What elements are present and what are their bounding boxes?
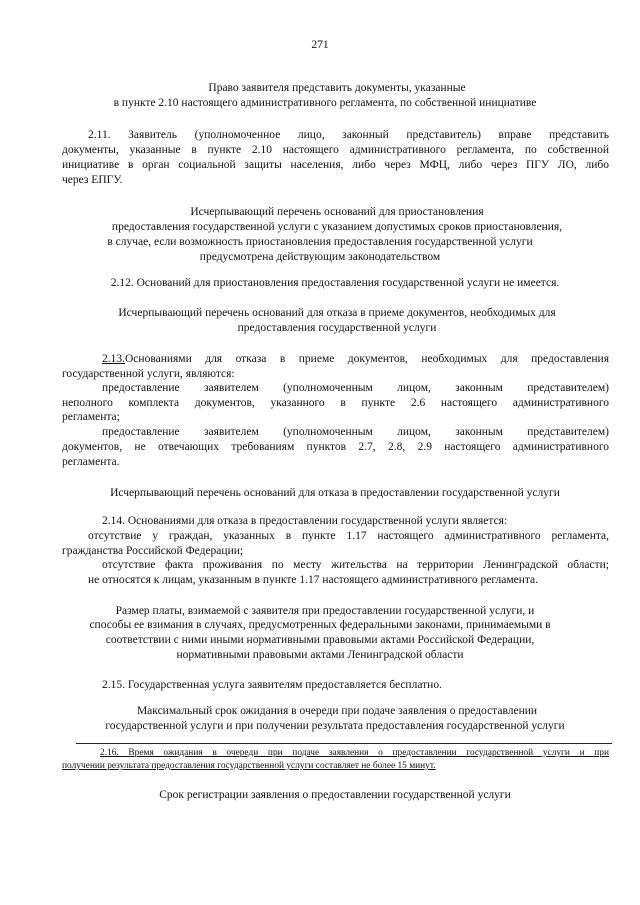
list-item-line: гражданства Российской Федерации;: [62, 545, 244, 557]
section-heading: Срок регистрации заявления о предоставлении государственной услуги: [159, 789, 511, 801]
list-item-line: отсутствие факта проживания по месту жительства на территории Ленинградской области;: [102, 559, 609, 571]
section-heading: в случае, если возможность приостановления предоставления государственной услуги: [107, 236, 533, 248]
clause-number: 2.13.: [102, 353, 125, 365]
paragraph-line: документы, указанные в пункте 2.10 настоящего административного регламента, по собственной: [62, 144, 609, 156]
paragraph-line: государственной услуги, являются:: [62, 368, 235, 380]
clause-text: Основаниями для отказа в приеме документов, необходимых для предоставления: [125, 353, 609, 365]
section-heading: нормативными правовыми актами Ленинградской области: [176, 649, 464, 661]
paragraph-line: [102, 352, 609, 367]
section-heading: государственной услуги и при получении результата предоставления государственной услуги: [105, 720, 565, 732]
paragraph-line: 2.15. Государственная услуга заявителям предоставляется бесплатно.: [102, 679, 442, 691]
section-heading: Исчерпывающий перечень оснований для отказа в предоставлении государственной услуги: [110, 487, 560, 499]
section-heading: Максимальный срок ожидания в очереди при подаче заявления о предоставлении: [136, 705, 538, 717]
separator-line: [76, 743, 612, 744]
paragraph-line: инициативе в орган социальной защиты населения, либо через МФЦ, либо через ПГУ ЛО, либо: [62, 159, 609, 171]
paragraph-line: через ЕПГУ.: [62, 174, 123, 186]
section-heading: Право заявителя представить документы, указанные: [208, 82, 466, 94]
section-heading: соответствии с ними иными нормативными правовыми актами Российской Федерации,: [105, 634, 535, 646]
section-heading: в пункте 2.10 настоящего административного регламента, по собственной инициативе: [113, 97, 537, 109]
list-item-line: отсутствие у граждан, указанных в пункте 1.17 настоящего административного регламента,: [88, 530, 609, 542]
section-heading: Размер платы, взимаемой с заявителя при предоставлении государственной услуги, и: [115, 605, 535, 617]
paragraph-line: 2.11. Заявитель (уполномоченное лицо, законный представитель) вправе представить: [88, 129, 609, 141]
page-number: 271: [311, 39, 329, 51]
paragraph-line: 2.12. Оснований для приостановления предоставления государственной услуги не имеется.: [110, 277, 560, 289]
section-heading: Исчерпывающий перечень оснований для отказа в приеме документов, необходимых для: [118, 307, 556, 319]
paragraph-line: получении результата предоставления государственной услуги составляет не более 15 минут.: [62, 761, 436, 771]
section-heading: способы ее взимания в случаях, предусмотренных федеральными законами, принимаемыми в: [89, 619, 551, 631]
list-item-line: регламента.: [62, 456, 120, 468]
paragraph-line: 2.14. Основаниями для отказа в предоставлении государственной услуги является:: [102, 515, 508, 527]
list-item-line: не относятся к лицам, указанным в пункте 1.17 настоящего административного регламента.: [88, 574, 538, 586]
section-heading: предоставления государственной услуги с указанием допустимых сроков приостановления,: [111, 221, 563, 233]
section-heading: Исчерпывающий перечень оснований для приостановления: [190, 206, 484, 218]
list-item-line: предоставление заявителем (уполномоченным лицом, законным представителем): [102, 382, 609, 394]
list-item-line: предоставление заявителем (уполномоченным лицом, законным представителем): [102, 426, 609, 438]
paragraph-line: 2.16. Время ожидания в очереди при подаче заявления о предоставлении государственной услуги и при: [100, 748, 609, 758]
list-item-line: регламента;: [62, 411, 120, 423]
list-item-line: неполного комплекта документов, указанного в пункте 2.6 настоящего административного: [62, 397, 609, 409]
list-item-line: документов, не отвечающих требованиям пунктов 2.7, 2.8, 2.9 настоящего административного: [62, 441, 609, 453]
section-heading: предоставления государственной услуги: [237, 322, 437, 334]
section-heading: предусмотрена действующим законодательством: [199, 251, 441, 263]
